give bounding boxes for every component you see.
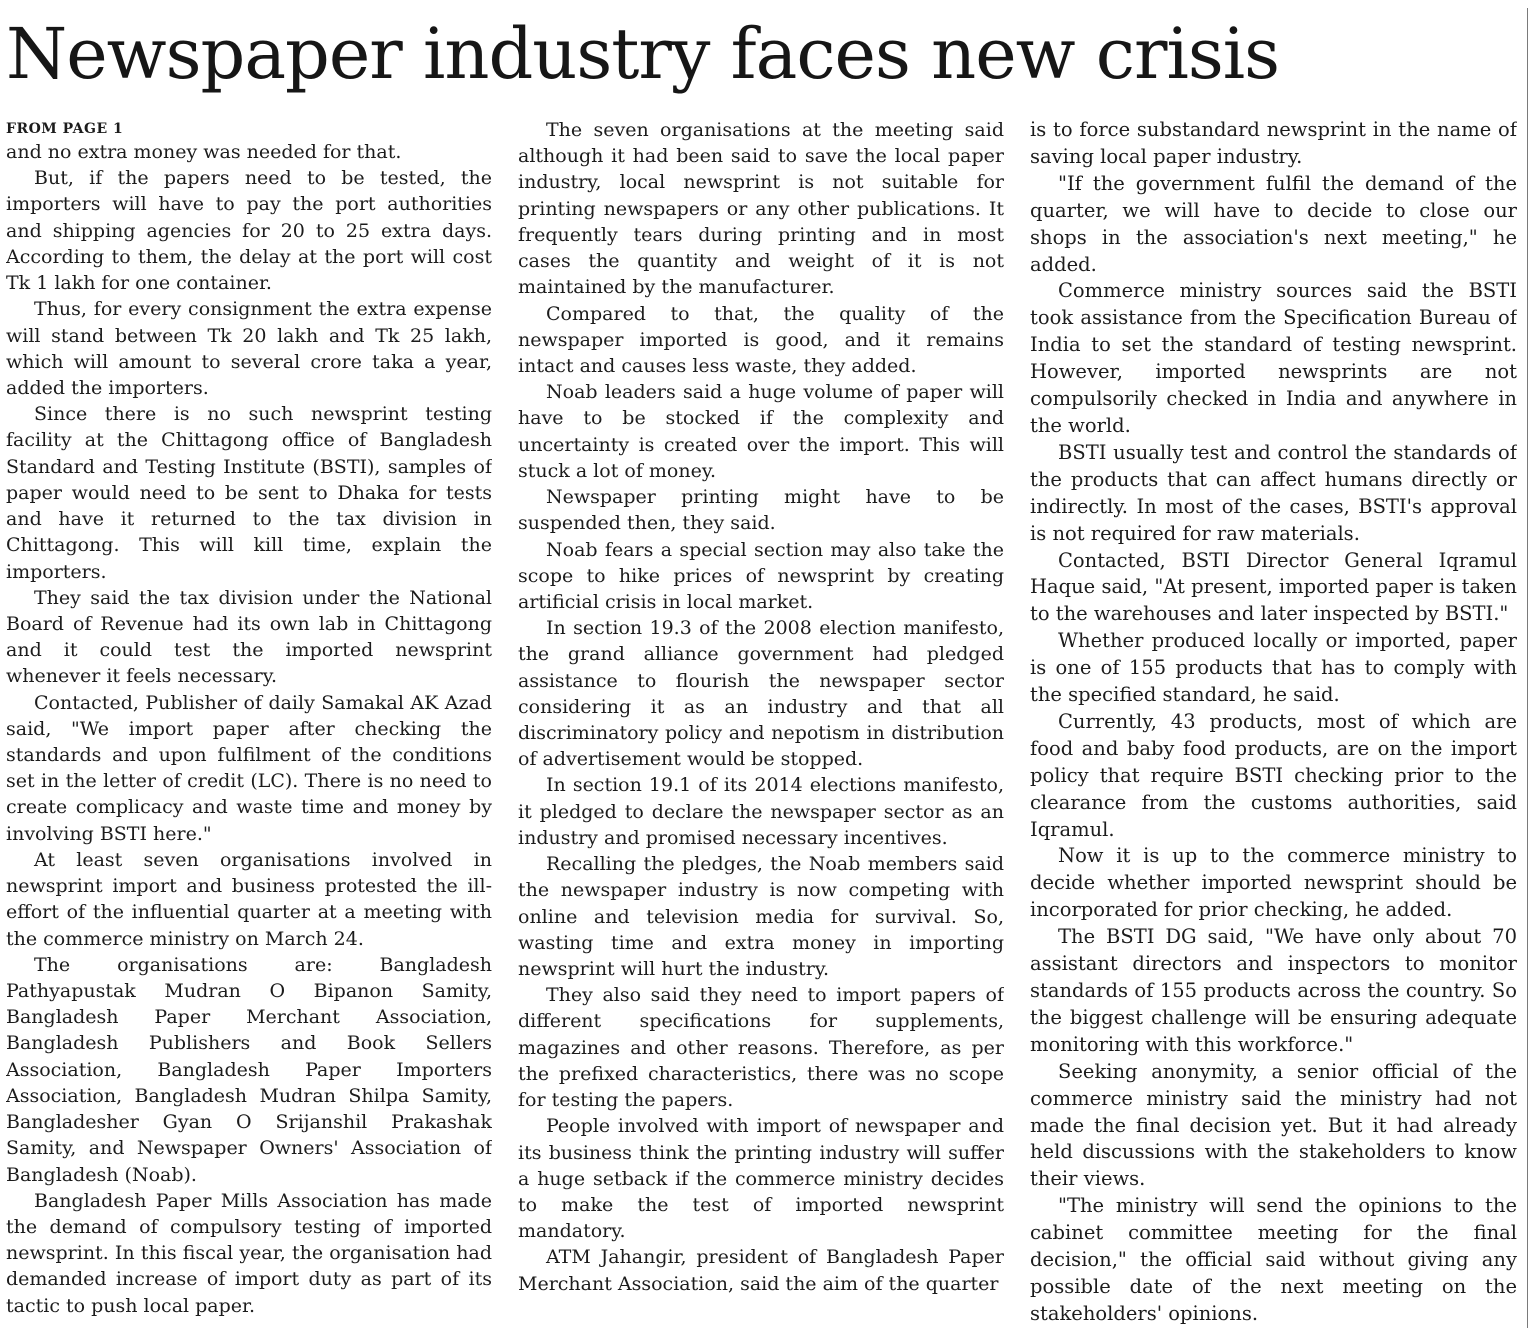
paragraph: Compared to that, the quality of the newspaper imported is good, and it remains intact and causes less waste, they added. (518, 302, 1004, 377)
paragraph: The seven organisations at the meeting said although it had been said to save the local paper industry, local newsprint is not suitable for printing newspapers or any other publications. It frequently tears during printing and in most cases the quantity and weight of it is not maintained by the manufacturer. (518, 119, 1004, 299)
article-column-1 (6, 117, 492, 1329)
paragraph: Seeking anonymity, a senior official of the commerce ministry said the ministry had not made the final decision yet. But it had already held discussions with the stakeholders to know their views. (1030, 1059, 1517, 1191)
paragraph: Contacted, BSTI Director General Iqramul Haque said, "At present, imported paper is taken to the warehouses and later inspected by BSTI." (1030, 548, 1517, 626)
paragraph: Thus, for every consignment the extra expense will stand between Tk 20 lakh and Tk 25 lakh, which will amount to several crore taka a year, added the importers. (6, 298, 492, 399)
paragraph: "The ministry will send the opinions to the cabinet committee meeting for the final decision," the official said without giving any possible date of the next meeting on the stakeholders' opinions. (1030, 1194, 1517, 1325)
paragraph: In section 19.3 of the 2008 election manifesto, the grand alliance government had pledged assistance to flourish the newspaper sector considering it as an industry and that all discriminatory policy and nepotism in distribution of advertisement would be stopped. (518, 617, 1004, 771)
paragraph: Now it is up to the commerce ministry to decide whether imported newsprint should be incorporated for prior checking, he added. (1030, 844, 1517, 922)
paragraph: Noab leaders said a huge volume of paper will have to be stocked if the complexity and uncertainty is created over the import. This will stuck a lot of money. (518, 381, 1004, 482)
paragraph: Since there is no such newsprint testing facility at the Chittagong office of Bangladesh Standard and Testing Institute (BSTI), samples of paper would need to be sent to Dhaka for tests and have it returned to the tax division in Chittagong. This will kill time, explain the importers. (6, 403, 492, 583)
paragraph: Noab fears a special section may also take the scope to hike prices of newsprint by creating artificial crisis in local market. (518, 538, 1004, 613)
paragraph: Whether produced locally or imported, paper is one of 155 products that has to comply with the specified standard, he said. (1030, 629, 1517, 707)
paragraph: Newspaper printing might have to be suspended then, they said. (518, 486, 1004, 535)
paragraph: "If the government fulfil the demand of the quarter, we will have to decide to close our shops in the association's next meeting," he added. (1030, 171, 1517, 276)
paragraph: Currently, 43 products, most of which are food and baby food products, are on the import policy that require BSTI checking prior to the clearance from the customs authorities, said Iqramul. (1030, 709, 1517, 841)
paragraph: At least seven organisations involved in newsprint import and business protested the ill-effort of the influential quarter at a meeting with the commerce ministry on March 24. (6, 848, 492, 950)
paragraph: They also said they need to import papers of different specifications for supplements, magazines and other reasons. Therefore, as per the prefixed characteristics, there was no scope for testing the papers. (518, 984, 1004, 1112)
continuation-kicker: FROM PAGE 1 (6, 121, 124, 137)
paragraph: Bangladesh Paper Mills Association has made the demand of compulsory testing of imported newsprint. In this fiscal year, the organisation had demanded increase of import duty as part of its tactic to push local paper. (6, 1189, 492, 1317)
paragraph: In section 19.1 of its 2014 elections manifesto, it pledged to declare the newspaper sector as an industry and promised necessary incentives. (518, 774, 1004, 849)
article-column-3 (1030, 117, 1517, 1329)
paragraph: But, if the papers need to be tested, the importers will have to pay the port authorities and shipping agencies for 20 to 25 extra days. According to them, the delay at the port will cost Tk 1 lakh for one container. (6, 167, 492, 295)
paragraph: BSTI usually test and control the standards of the products that can affect humans directly or indirectly. In most of the cases, BSTI's approval is not required for raw materials. (1030, 440, 1517, 545)
paragraph: People involved with import of newspaper and its business think the printing industry will suffer a huge setback if the commerce ministry decides to make the test of imported newsprint mandatory. (518, 1115, 1004, 1243)
paragraph: Contacted, Publisher of daily Samakal AK Azad said, "We import paper after checking the standards and upon fulfilment of the conditions set in the letter of credit (LC). There is no need to create complicacy and waste time and money by involving BSTI here." (6, 691, 492, 845)
article-column-2 (518, 117, 1004, 1329)
paragraph: is to force substandard newsprint in the name of saving local paper industry. (1030, 118, 1517, 168)
headline: Newspaper industry faces new crisis (6, 13, 1280, 95)
paragraph: and no extra money was needed for that. (6, 141, 402, 163)
paragraph: The BSTI DG said, "We have only about 70 assistant directors and inspectors to monitor standards of 155 products across the country. So the biggest challenge will be ensuring adequate monitoring with this workforce." (1030, 925, 1517, 1056)
page-edge-rule (1527, 8, 1528, 1328)
paragraph: They said the tax division under the National Board of Revenue had its own lab in Chittagong and it could test the imported newsprint whenever it feels necessary. (6, 586, 492, 688)
paragraph: Recalling the pledges, the Noab members said the newspaper industry is now competing with online and television media for survival. So, wasting time and extra money in importing newsprint will hurt the industry. (518, 853, 1004, 980)
paragraph: The organisations are: Bangladesh Pathyapustak Mudran O Bipanon Samity, Bangladesh Paper Merchant Association, Bangladesh Publishers and Book Sellers Association, Bangladesh Paper Importers Association, Bangladesh Mudran Shilpa Samity, Bangladesher Gyan O Srijanshil Prakashak Samity, and Newspaper Owners' Association of Bangladesh (Noab). (6, 953, 492, 1186)
paragraph: Commerce ministry sources said the BSTI took assistance from the Specification Bureau of India to set the standard of testing newsprint. However, imported newsprints are not compulsorily checked in India and anywhere in the world. (1030, 279, 1517, 437)
paragraph: ATM Jahangir, president of Bangladesh Paper Merchant Association, said the aim of the quarter (518, 1246, 1004, 1295)
